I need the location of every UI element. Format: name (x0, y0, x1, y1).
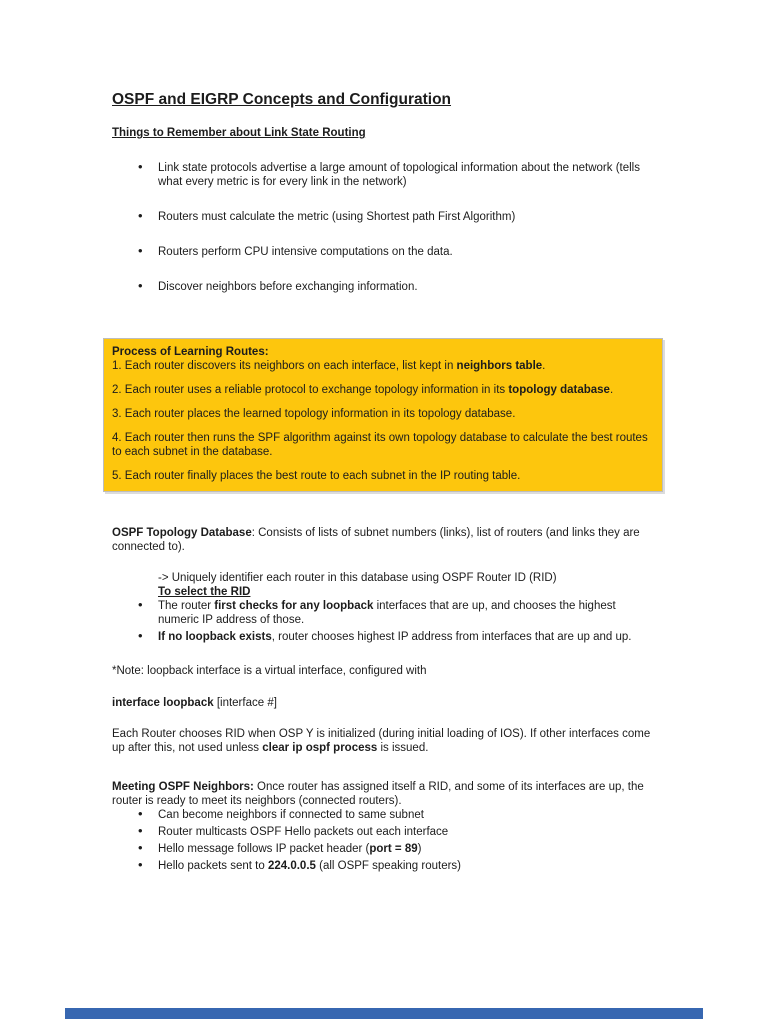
neighbors-bullet-list (112, 808, 658, 873)
rid-indent-block (158, 571, 658, 599)
process-step: 5. Each router finally places the best route to each subnet in the IP routing table. (112, 470, 521, 482)
process-step: 2. Each router uses a reliable protocol to exchange topology information in its topology database. (112, 384, 614, 396)
link-state-heading: Things to Remember about Link State Routing (112, 127, 366, 139)
rid-arrow-note: -> Uniquely identifier each router in this database using OSPF Router ID (RID) (158, 572, 557, 584)
list-item: • Routers must calculate the metric (using Shortest path First Algorithm) (112, 210, 658, 224)
rid-bullet-list (112, 599, 658, 644)
list-item: • Hello packets sent to 224.0.0.5 (all OSPF speaking routers) (112, 859, 658, 873)
page-content (112, 90, 658, 876)
process-step: 3. Each router places the learned topology information in its topology database. (112, 408, 516, 420)
rid-selection-paragraph: Each Router chooses RID when OSP Y is initialized (during initial loading of IOS). If other interfaces come up after this, not used unless clear ip ospf process is issued. (112, 728, 651, 754)
list-item: • The router first checks for any loopback interfaces that are up, and chooses the highest numeric IP address of those. (112, 599, 658, 627)
meeting-neighbors-paragraph: Meeting OSPF Neighbors: Once router has assigned itself a RID, and some of its interfaces are up, the router is ready to meet its neighbors (connected routers). (112, 781, 644, 807)
process-of-learning-routes-box (103, 338, 663, 492)
process-step: 4. Each router then runs the SPF algorithm against its own topology database to calculate the best routes to each subnet in the database. (112, 432, 648, 458)
process-box-heading: Process of Learning Routes: (112, 346, 269, 358)
list-item: • Can become neighbors if connected to same subnet (112, 808, 658, 822)
page-title: OSPF and EIGRP Concepts and Configuration (112, 91, 452, 108)
list-item: • Routers perform CPU intensive computations on the data. (112, 245, 658, 259)
topology-database-paragraph: OSPF Topology Database: Consists of lists of subnet numbers (links), list of routers (and links they are connected to). (112, 527, 640, 553)
bottom-scrollbar[interactable] (65, 1008, 703, 1019)
list-item: • If no loopback exists, router chooses highest IP address from interfaces that are up and up. (112, 630, 658, 644)
list-item: • Link state protocols advertise a large amount of topological information about the network (tells what every metric is for every link in the network) (112, 161, 658, 189)
list-item: • Router multicasts OSPF Hello packets out each interface (112, 825, 658, 839)
list-item: • Discover neighbors before exchanging information. (112, 280, 658, 294)
loopback-command: interface loopback [interface #] (112, 697, 277, 709)
list-item: • Hello message follows IP packet header (port = 89) (112, 842, 658, 856)
process-step: 1. Each router discovers its neighbors on each interface, list kept in neighbors table. (112, 360, 546, 372)
link-state-bullet-list (112, 161, 658, 294)
rid-heading: To select the RID (158, 586, 251, 598)
loopback-note: *Note: loopback interface is a virtual interface, configured with (112, 665, 427, 677)
